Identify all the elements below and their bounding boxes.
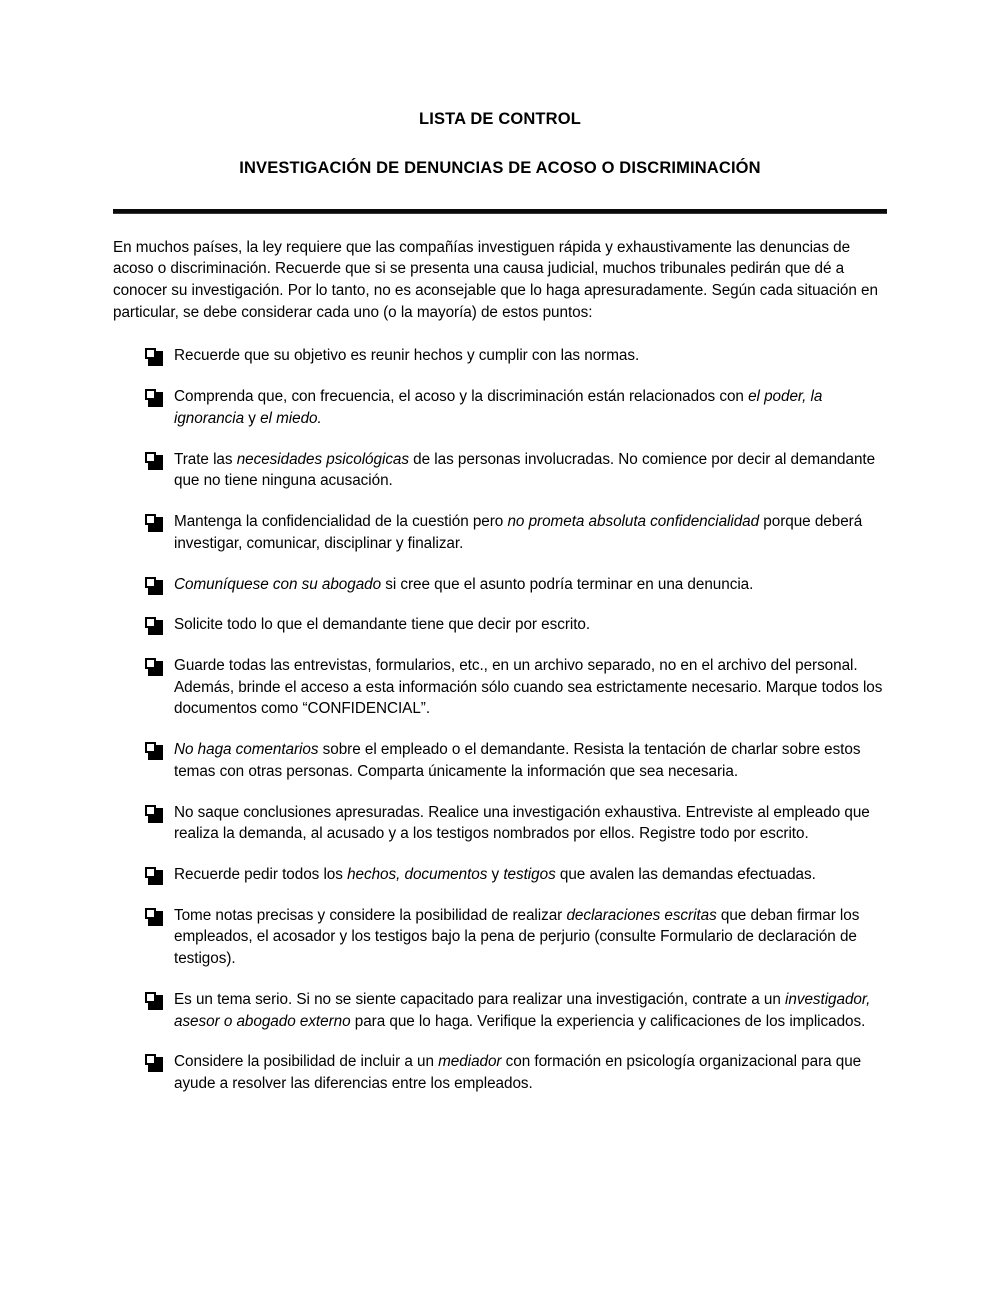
checkbox-box [145, 992, 156, 1003]
checklist-item [113, 905, 887, 970]
checklist-item [113, 574, 887, 596]
checklist-item-text: Solicite todo lo que el demandante tiene que decir por escrito. [174, 616, 591, 634]
checkbox-box [145, 577, 156, 588]
checklist-item-text: Tome notas precisas y considere la posibilidad de realizar declaraciones escritas que deban firmar los empleados, el acosador y los testigos bajo la pena de perjurio (consulte Formulario de declaración de testigos). [174, 906, 860, 968]
checkbox-empty-icon[interactable] [145, 908, 160, 923]
checklist-item-text: Guarde todas las entrevistas, formularios, etc., en un archivo separado, no en el archivo del personal. Además, brinde el acceso a esta información sólo cuando sea estrictamente necesario. Marque todos los documentos como “CONFIDENCIAL”. [174, 656, 883, 718]
page-subtitle: INVESTIGACIÓN DE DENUNCIAS DE ACOSO O DISCRIMINACIÓN [239, 158, 761, 177]
checklist-item-text: No saque conclusiones apresuradas. Realice una investigación exhaustiva. Entreviste al empleado que realiza la demanda, al acusado y a los testigos nombrados por ellos. Registre todo por escrito. [174, 803, 870, 843]
checkbox-empty-icon[interactable] [145, 867, 160, 882]
checkbox-box [145, 908, 156, 919]
checkbox-box [145, 805, 156, 816]
checkbox-box [145, 742, 156, 753]
checkbox-empty-icon[interactable] [145, 514, 160, 529]
checklist-item-text: Comuníquese con su abogado si cree que el asunto podría terminar en una denuncia. [174, 575, 754, 593]
checklist-item [113, 345, 887, 367]
checklist-item [113, 739, 887, 782]
checkbox-box [145, 348, 156, 359]
checkbox-empty-icon[interactable] [145, 992, 160, 1007]
checklist [113, 323, 887, 1094]
checkbox-box [145, 1054, 156, 1065]
checklist-item [113, 864, 887, 886]
checkbox-empty-icon[interactable] [145, 452, 160, 467]
checkbox-empty-icon[interactable] [145, 742, 160, 757]
checkbox-box [145, 867, 156, 878]
checkbox-box [145, 389, 156, 400]
checklist-item-text: Considere la posibilidad de incluir a un mediador con formación en psicología organizacional para que ayude a resolver las diferencias entre los empleados. [174, 1053, 862, 1092]
checkbox-box [145, 617, 156, 628]
checklist-item [113, 655, 887, 720]
checkbox-box [145, 658, 156, 669]
checklist-item [113, 1051, 887, 1094]
checklist-item [113, 511, 887, 554]
checklist-item [113, 386, 887, 429]
checklist-item [113, 989, 887, 1032]
checklist-item [113, 802, 887, 845]
checklist-item-text: No haga comentarios sobre el empleado o el demandante. Resista la tentación de charlar sobre estos temas con otras personas. Comparta únicamente la información que sea necesaria. [174, 741, 861, 780]
checklist-item-text: Recuerde que su objetivo es reunir hechos y cumplir con las normas. [174, 347, 640, 365]
checklist-item-text: Recuerde pedir todos los hechos, documentos y testigos que avalen las demandas efectuadas. [174, 865, 816, 883]
page-title: LISTA DE CONTROL [419, 110, 581, 128]
checkbox-empty-icon[interactable] [145, 389, 160, 404]
checkbox-empty-icon[interactable] [145, 617, 160, 632]
checkbox-box [145, 514, 156, 525]
checkbox-box [145, 452, 156, 463]
document-content [113, 0, 887, 1095]
checklist-item-text: Trate las necesidades psicológicas de las personas involucradas. No comience por decir al demandante que no tiene ninguna acusación. [174, 450, 876, 490]
checklist-item [113, 449, 887, 492]
checkbox-empty-icon[interactable] [145, 658, 160, 673]
checkbox-empty-icon[interactable] [145, 1054, 160, 1069]
checklist-item-text: Comprenda que, con frecuencia, el acoso y la discriminación están relacionados con el poder, la ignorancia y el miedo. [174, 388, 823, 427]
checkbox-empty-icon[interactable] [145, 348, 160, 363]
checklist-item-text: Mantenga la confidencialidad de la cuestión pero no prometa absoluta confidencialidad porque deberá investigar, comunicar, disciplinar y finalizar. [174, 513, 863, 552]
checklist-item [113, 614, 887, 636]
checkbox-empty-icon[interactable] [145, 805, 160, 820]
checkbox-empty-icon[interactable] [145, 577, 160, 592]
intro-paragraph: En muchos países, la ley requiere que las compañías investiguen rápida y exhaustivamente las denuncias de acoso o discriminación. Recuerde que si se presenta una causa judicial, muchos tribunales pedirán que dé a conocer su investigación. Por lo tanto, no es aconsejable que lo haga apresuradamente. Según cada situación en particular, se debe considerar cada uno (o la mayoría) de estos puntos: [113, 238, 878, 321]
checklist-item-text: Es un tema serio. Si no se siente capacitado para realizar una investigación, contrate a un investigador, asesor o abogado externo para que lo haga. Verifique la experiencia y calificaciones de los implicados. [174, 990, 871, 1030]
